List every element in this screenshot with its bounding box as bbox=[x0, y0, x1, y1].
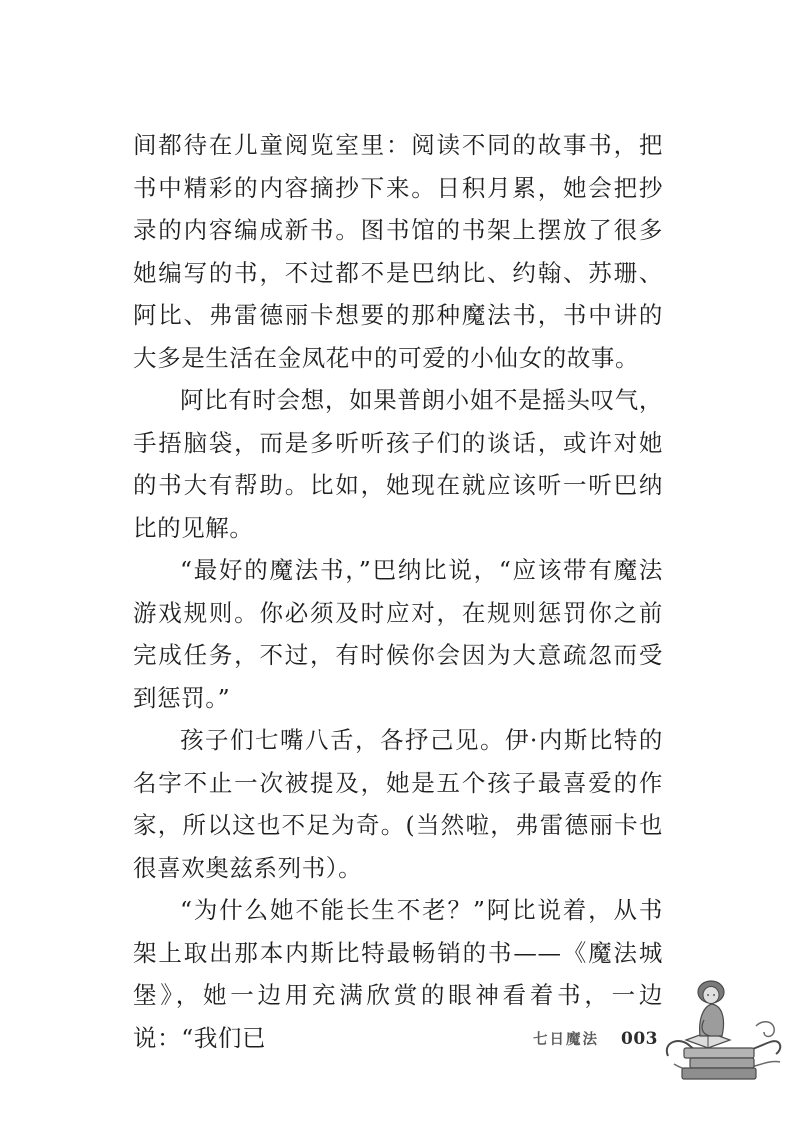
running-title: 七日魔法 bbox=[533, 1032, 599, 1048]
body-text bbox=[133, 124, 663, 1059]
paragraph-5: “为什么她不能长生不老？”阿比说着，从书架上取出那本内斯比特最畅销的书——《魔法城堡》，她一边用充满欣赏的眼神看着书，一边说：“我们已 bbox=[133, 896, 663, 1052]
page-number: 003 bbox=[621, 1029, 658, 1049]
paragraph-4: 孩子们七嘴八舌，各抒己见。伊·内斯比特的名字不止一次被提及，她是五个孩子最喜爱的作家，所以这也不足为奇。(当然啦，弗雷德丽卡也很喜欢奥兹系列书）。 bbox=[133, 726, 663, 882]
paragraph-2: 阿比有时会想，如果普朗小姐不是摇头叹气，手捂脑袋，而是多听听孩子们的谈话，或许对她的书大有帮助。比如，她现在就应该听一听巴纳比的见解。 bbox=[133, 386, 663, 542]
page-footer bbox=[533, 1028, 658, 1049]
paragraph-1: 间都待在儿童阅览室里：阅读不同的故事书，把书中精彩的内容摘抄下来。日积月累，她会把抄录的内容编成新书。图书馆的书架上摆放了很多她编写的书，不过都不是巴纳比、约翰、苏珊、阿比、弗雷德丽卡想要的那种魔法书，书中讲的大多是生活在金凤花中的可爱的小仙女的故事。 bbox=[133, 131, 663, 372]
paragraph-3: “最好的魔法书，”巴纳比说，“应该带有魔法游戏规则。你必须及时应对，在规则惩罚你之前完成任务，不过，有时候你会因为大意疏忽而受到惩罚。” bbox=[133, 556, 663, 712]
reading-girl-on-books-icon bbox=[660, 978, 784, 1088]
